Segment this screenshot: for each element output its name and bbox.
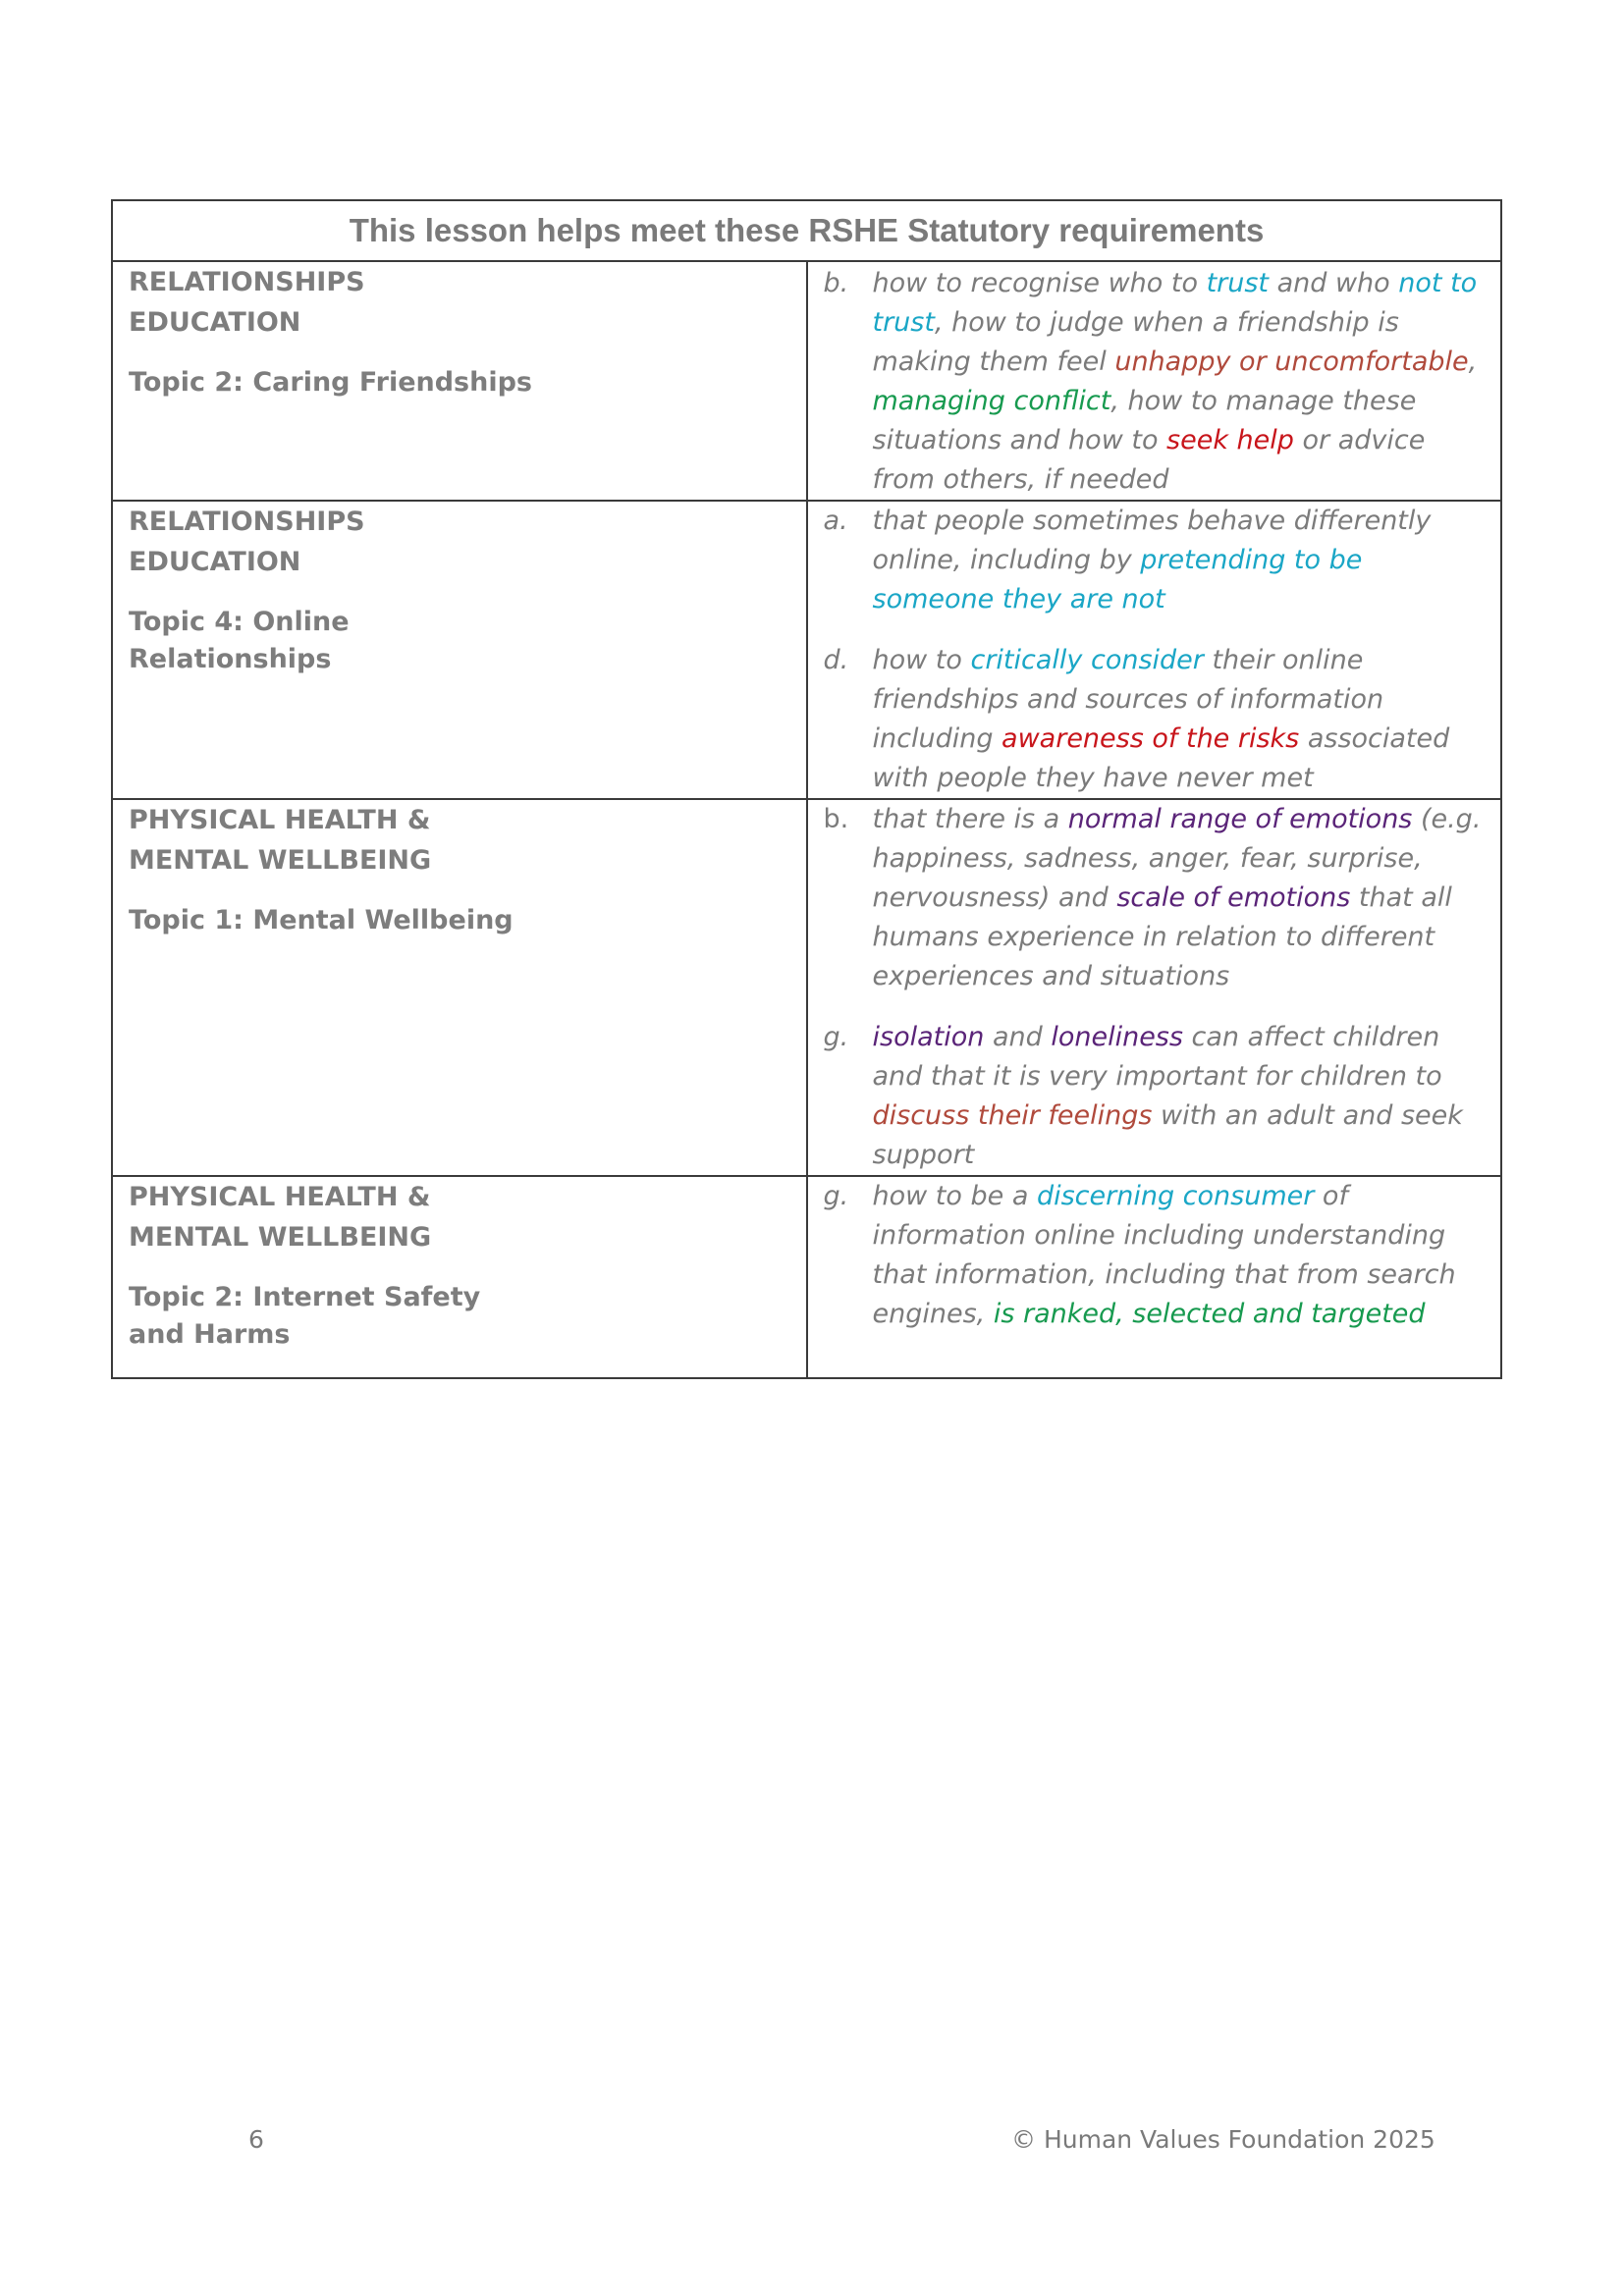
table-row <box>112 799 1501 1176</box>
topic-heading <box>129 1279 806 1354</box>
highlighted-keyword: not to trust <box>872 268 1478 338</box>
requirement-text: , how to manage these situations and how to <box>872 386 1417 455</box>
requirements-cell <box>807 261 1502 501</box>
section-heading-line: PHYSICAL HEALTH & <box>129 805 431 835</box>
requirements-table <box>111 199 1502 1379</box>
section-cell <box>112 799 807 1176</box>
requirements-cell <box>807 501 1502 799</box>
highlighted-keyword: pretending to be someone they are not <box>872 545 1363 614</box>
requirement-text: how to be a <box>872 1181 1037 1211</box>
highlighted-keyword: awareness of the risks <box>1001 723 1300 754</box>
table-title: This lesson helps meet these RSHE Statutory requirements <box>112 200 1501 261</box>
requirement-letter: d. <box>823 645 849 675</box>
requirement-item <box>808 1177 1501 1334</box>
requirement-text: associated with people they have never met <box>872 723 1450 793</box>
highlighted-keyword: scale of emotions <box>1116 882 1351 913</box>
requirement-item <box>808 502 1501 619</box>
section-heading-line: EDUCATION <box>129 547 301 577</box>
requirement-text: or advice from others, if needed <box>872 425 1426 495</box>
section-cell <box>112 501 807 799</box>
requirement-letter: g. <box>823 1181 849 1211</box>
requirement-text: (e.g. happiness, sadness, anger, fear, surprise, nervousness) and <box>872 804 1482 913</box>
section-heading-line: MENTAL WELLBEING <box>129 1222 432 1253</box>
requirement-text: how to recognise who to <box>872 268 1207 298</box>
highlighted-keyword: normal range of emotions <box>1067 804 1413 834</box>
topic-line: Relationships <box>129 644 332 674</box>
section-cell <box>112 261 807 501</box>
highlighted-keyword: critically consider <box>970 645 1204 675</box>
copyright-notice: © Human Values Foundation 2025 <box>1011 2125 1435 2154</box>
section-heading-line: MENTAL WELLBEING <box>129 845 432 876</box>
table-row <box>112 1176 1501 1378</box>
requirement-letter: g. <box>823 1022 849 1052</box>
requirements-cell <box>807 1176 1502 1378</box>
topic-line: Topic 2: Internet Safety <box>129 1282 481 1312</box>
requirement-letter: a. <box>823 506 848 536</box>
requirement-text: , how to judge when a friendship is making them feel <box>872 307 1399 377</box>
requirement-text: how to <box>872 645 971 675</box>
highlighted-keyword: isolation <box>872 1022 985 1052</box>
highlighted-keyword: is ranked, selected and targeted <box>993 1299 1426 1329</box>
requirement-text: that all humans experience in relation to different experiences and situations <box>872 882 1452 991</box>
requirements-cell <box>807 799 1502 1176</box>
requirement-text: with an adult and seek support <box>872 1100 1463 1170</box>
requirement-item <box>808 264 1501 500</box>
highlighted-keyword: unhappy or uncomfortable <box>1114 347 1469 377</box>
requirement-text: of information online including understanding that information, including that from search engines, <box>872 1181 1456 1329</box>
requirement-letter: b. <box>823 804 849 834</box>
requirement-item <box>808 641 1501 798</box>
highlighted-keyword: managing conflict <box>872 386 1111 416</box>
topic-heading <box>129 604 806 678</box>
table-row <box>112 501 1501 799</box>
topic-line: Topic 4: Online <box>129 607 350 637</box>
highlighted-keyword: discerning consumer <box>1036 1181 1315 1211</box>
topic-heading <box>129 364 806 401</box>
highlighted-keyword: seek help <box>1166 425 1294 455</box>
section-heading-line: RELATIONSHIPS <box>129 267 365 297</box>
requirement-item <box>808 800 1501 996</box>
topic-heading <box>129 902 806 939</box>
requirement-text: that people sometimes behave differently online, including by <box>872 506 1432 575</box>
section-cell <box>112 1176 807 1378</box>
highlighted-keyword: trust <box>1206 268 1270 298</box>
requirement-text: that there is a <box>872 804 1068 834</box>
highlighted-keyword: loneliness <box>1051 1022 1183 1052</box>
highlighted-keyword: discuss their feelings <box>872 1100 1153 1131</box>
requirement-text: and <box>984 1022 1052 1052</box>
requirement-text: their online friendships and sources of information including <box>872 645 1384 754</box>
topic-line: and Harms <box>129 1319 291 1350</box>
requirement-letter: b. <box>823 268 849 298</box>
requirement-text: and who <box>1269 268 1399 298</box>
section-heading-line: PHYSICAL HEALTH & <box>129 1182 431 1212</box>
topic-line: Topic 2: Caring Friendships <box>129 367 532 398</box>
requirement-item <box>808 1018 1501 1175</box>
requirement-text: can affect children and that it is very important for children to <box>872 1022 1442 1092</box>
section-heading-line: RELATIONSHIPS <box>129 507 365 537</box>
page-number: 6 <box>248 2125 264 2154</box>
section-heading-line: EDUCATION <box>129 307 301 338</box>
topic-line: Topic 1: Mental Wellbeing <box>129 905 514 935</box>
requirement-text: , <box>1468 347 1478 377</box>
table-row <box>112 261 1501 501</box>
